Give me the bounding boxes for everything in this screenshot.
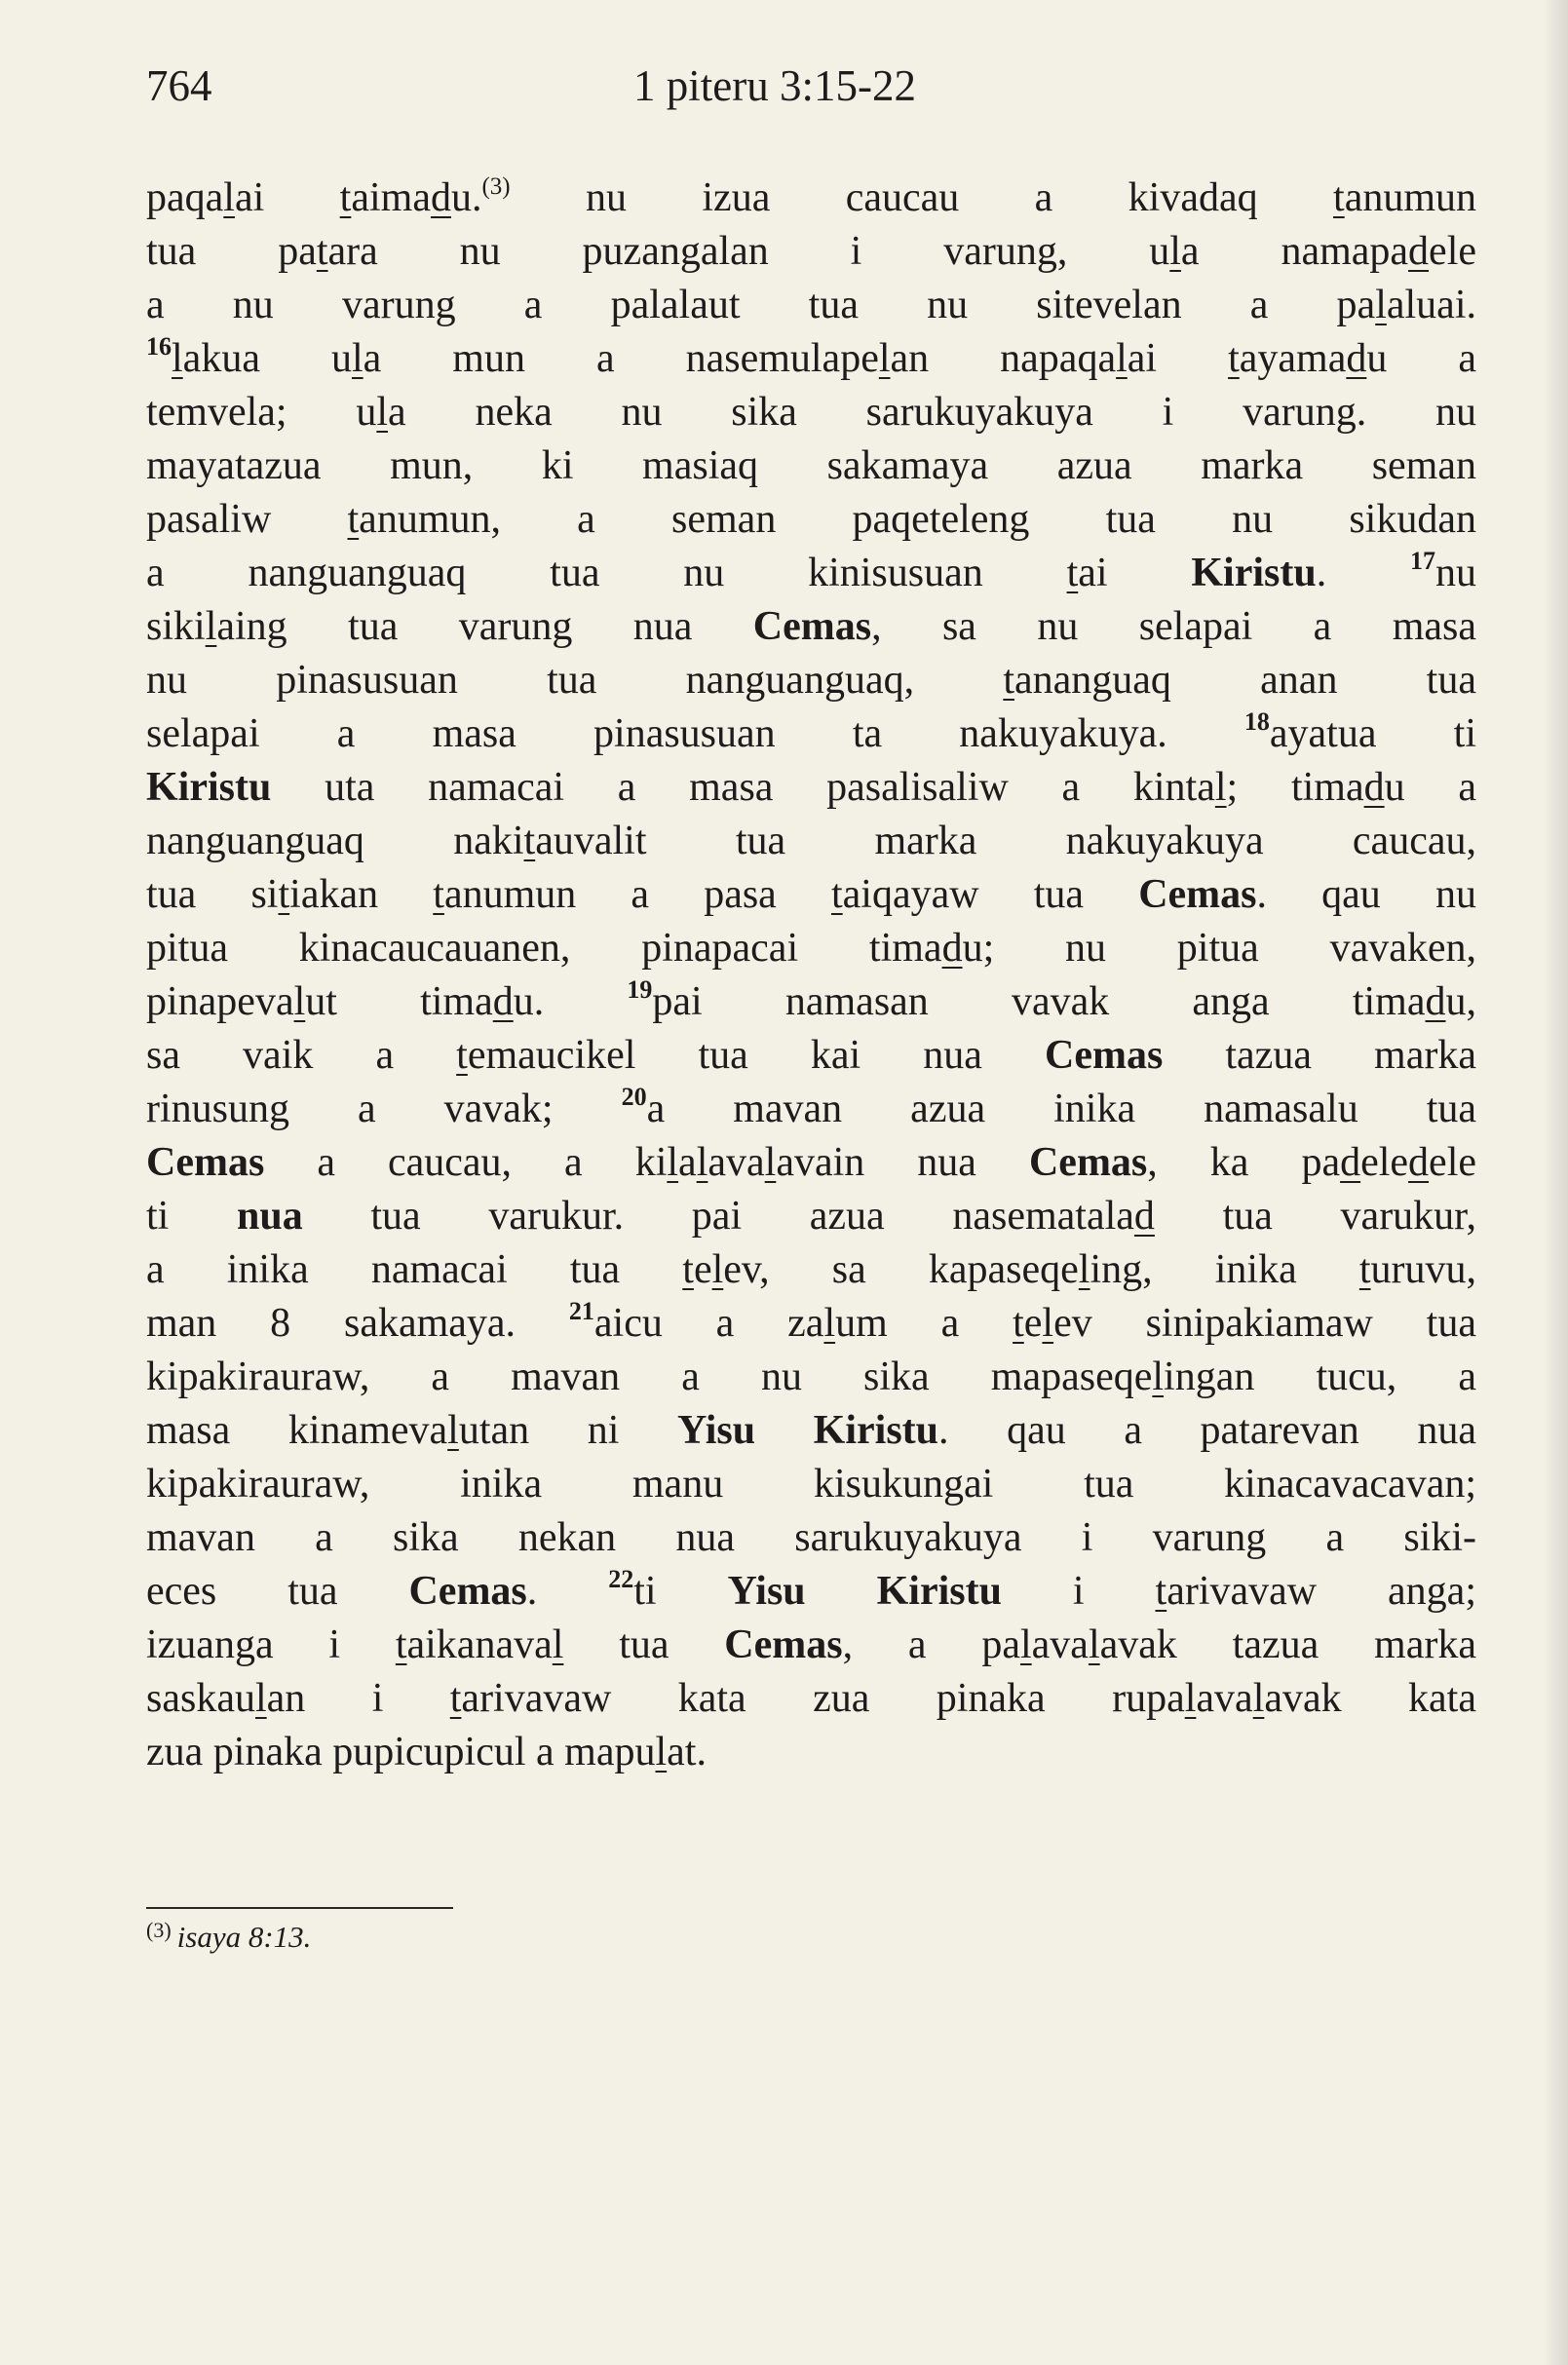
underlined-letter: l [172,336,183,381]
emphasized-name: Kiristu [146,765,272,810]
text-run: tua varukur. pai azua nasematala [302,1194,1134,1239]
underlined-letter: l [878,336,891,381]
text-run: nanguanguaq naki [146,819,524,863]
text-run: an napaqa [890,336,1117,381]
text-line [146,1243,1476,1297]
text-line [146,172,1476,225]
text-line [146,1136,1476,1190]
underlined-letter: l [1375,283,1387,327]
underlined-letter: t [395,1622,407,1667]
text-run: e [693,1247,712,1292]
footnote [146,1918,311,1955]
text-line [146,439,1476,493]
text-run: u, [1445,979,1476,1024]
underlined-letter: d [1425,979,1446,1024]
text-run: ara nu puzangalan i varung, u [327,229,1170,274]
text-run: u a [1384,765,1476,810]
text-run: an i [266,1676,450,1721]
footnote-reference-mark: (3) [481,173,511,200]
text-run: ev sinipakiamaw tua [1053,1301,1476,1346]
text-run: arivavaw anga; [1166,1569,1476,1614]
underlined-letter: d [1363,765,1385,810]
underlined-letter: t [316,229,328,274]
text-run: uruvu, [1370,1247,1476,1292]
text-run: mayatazua mun, ki masiaq sakamaya azua marka seman [146,443,1476,488]
underlined-letter: d [1346,336,1367,381]
text-run: temvela; u [146,390,377,435]
text-run: i [1001,1569,1156,1614]
underlined-letter: t [1228,336,1240,381]
verse-number: 18 [1243,707,1270,736]
text-run: kipakirauraw, inika manu kisukungai tua kinacavacavan; [146,1462,1476,1507]
underlined-letter: t [1066,551,1079,595]
text-run: a nanguanguaq tua nu kinisusuan [146,551,1067,595]
underlined-letter: l [1214,765,1227,810]
text-run: a neka nu sika sarukuyakuya i varung. nu [388,390,1476,435]
text-run: ut tima [305,979,493,1024]
emphasized-name: Kiristu [1191,551,1317,595]
text-run: ; tima [1226,765,1364,810]
underlined-letter: d [492,979,514,1024]
verse-number: 21 [568,1297,594,1325]
text-run: a mun a nasemulape [363,336,879,381]
underlined-letter: t [1333,175,1345,220]
underlined-letter: d [1408,1140,1430,1185]
text-run: tua [563,1622,725,1667]
text-run: e [1023,1301,1043,1346]
text-run: aiqayaw tua [842,872,1139,917]
scripture-text [146,172,1476,1779]
text-run: um a [835,1301,1013,1346]
text-line [146,547,1476,600]
underlined-letter: l [552,1622,564,1667]
text-run: ava [708,1140,765,1185]
text-run: selapai a masa pinasusuan ta nakuyakuya. [146,711,1244,756]
text-line [146,1297,1476,1351]
text-run: mavan a sika nekan nua sarukuyakuya i varung a siki- [146,1515,1476,1560]
text-line [146,1351,1476,1404]
underlined-letter: t [347,497,360,542]
text-run: , a pa [842,1622,1020,1667]
underlined-letter: l [764,1140,777,1185]
text-line [146,1565,1476,1619]
emphasized-name: Cemas [408,1569,527,1614]
text-line [146,1619,1476,1672]
text-run: rinusung a vavak; [146,1087,622,1131]
footnote-reference: isaya 8:13. [176,1920,312,1954]
text-run: pitua kinacaucauanen, pinapacai tima [146,926,942,971]
emphasized-name: Yisu Kiristu [727,1569,1002,1614]
emphasized-name: Cemas [1138,872,1257,917]
emphasized-name: Cemas [752,604,872,649]
text-line [146,1083,1476,1136]
emphasized-name: Cemas [724,1622,843,1667]
emphasized-name: Cemas [1044,1033,1164,1078]
underlined-letter: l [1169,229,1181,274]
text-run: aicu a za [593,1301,824,1346]
underlined-letter: l [447,1408,459,1453]
text-run: pai namasan vavak anga tima [652,979,1426,1024]
text-run: ai [234,175,340,220]
page-header [146,60,1476,119]
underlined-letter: t [830,872,843,917]
text-line [146,975,1476,1029]
text-run: ai [1127,336,1229,381]
text-run: utan ni [458,1408,677,1453]
text-run: ing, inika [1090,1247,1359,1292]
underlined-letter: t [433,872,444,917]
underlined-letter: t [339,175,352,220]
text-run: a mavan azua inika namasalu tua [646,1087,1476,1131]
text-run: ananguaq anan tua [1014,658,1476,703]
text-run: ayatua ti [1269,711,1476,756]
underlined-letter: t [278,872,290,917]
text-run: a namapa [1180,229,1409,274]
text-run: ai [1078,551,1192,595]
text-run: aima [351,175,431,220]
text-run: , ka pa [1147,1140,1341,1185]
text-run: nu izua caucau a kivadaq [510,175,1334,220]
underlined-letter: l [1042,1301,1054,1346]
underlined-letter: l [823,1301,836,1346]
text-run: ti [633,1569,728,1614]
footnote-marker: (3) [146,1918,172,1942]
text-run: ava [1031,1622,1089,1667]
text-run: u. [513,979,628,1024]
text-run: at. [667,1730,707,1774]
text-run: a [678,1140,697,1185]
emphasized-name: nua [237,1194,303,1239]
text-run: ingan tucu, a [1164,1354,1476,1399]
text-run: nu pinasusuan tua nanguanguaq, [146,658,1004,703]
text-run: avak tazua marka [1099,1622,1476,1667]
text-run: aing tua varung nua [216,604,753,649]
text-line [146,1672,1476,1726]
text-run: aluai. [1386,283,1476,327]
underlined-letter: l [351,336,363,381]
footnote-divider [146,1907,453,1909]
verse-number: 16 [146,332,172,361]
text-run: u. [450,175,482,220]
underlined-letter: t [1013,1301,1024,1346]
text-run: uta namacai a masa pasalisaliw a kinta [271,765,1215,810]
underlined-letter: l [1078,1247,1090,1292]
text-run: a caucau, a ki [264,1140,668,1185]
underlined-letter: t [523,819,536,863]
underlined-letter: d [1340,1140,1361,1185]
text-run: avain nua [776,1140,1029,1185]
text-run: ayama [1239,336,1347,381]
verse-number: 22 [608,1565,634,1593]
text-run: tua si [146,872,279,917]
text-line [146,225,1476,279]
text-run: ava [1196,1676,1253,1721]
text-line [146,922,1476,975]
text-line [146,815,1476,868]
emphasized-name: Cemas [146,1140,265,1185]
text-run: paqa [146,175,224,220]
running-head: 1 piteru 3:15-22 [633,61,916,110]
text-line [146,1726,1476,1779]
verse-number: 20 [621,1083,647,1111]
underlined-letter: l [254,1676,267,1721]
text-run: sa vaik a [146,1033,457,1078]
text-run: u a [1366,336,1476,381]
text-run: tazua marka [1163,1033,1476,1078]
text-run: , sa nu selapai a masa [871,604,1476,649]
underlined-letter: l [696,1140,708,1185]
underlined-letter: t [1358,1247,1371,1292]
text-line [146,386,1476,439]
underlined-letter: t [449,1676,462,1721]
text-run: tua varukur, [1154,1194,1476,1239]
text-run: arivavaw kata zua pinaka rupa [461,1676,1185,1721]
underlined-letter: l [667,1140,679,1185]
text-run: . [526,1569,609,1614]
text-run: ele [1360,1140,1409,1185]
text-line [146,493,1476,547]
text-run: iakan [289,872,434,917]
text-run: pinapeva [146,979,294,1024]
underlined-letter: d [1408,229,1430,274]
text-run: . [1316,551,1411,595]
text-line [146,707,1476,761]
text-run: anumun, a seman paqeteleng tua nu sikudan [359,497,1476,542]
underlined-letter: d [1133,1194,1155,1239]
underlined-letter: d [430,175,451,220]
text-run: ele [1429,1140,1476,1185]
underlined-letter: l [1184,1676,1197,1721]
text-run: zua pinaka pupicupicul a mapu [146,1730,656,1774]
text-run: saskau [146,1676,255,1721]
text-run: aikanava [406,1622,553,1667]
text-run: man 8 sakamaya. [146,1301,569,1346]
text-run: ev, sa kapaseqe [723,1247,1079,1292]
underlined-letter: l [1252,1676,1265,1721]
verse-number: 17 [1410,547,1436,575]
text-line [146,332,1476,386]
underlined-letter: l [655,1730,668,1774]
text-run: a inika namacai tua [146,1247,683,1292]
underlined-letter: l [293,979,306,1024]
text-run: eces tua [146,1569,409,1614]
underlined-letter: t [1003,658,1014,703]
underlined-letter: t [1155,1569,1167,1614]
emphasized-name: Cemas [1028,1140,1148,1185]
underlined-letter: l [223,175,235,220]
text-line [146,1458,1476,1511]
text-run: tua pa [146,229,317,274]
underlined-letter: l [1152,1354,1165,1399]
text-run: avak kata [1264,1676,1476,1721]
underlined-letter: l [205,604,217,649]
text-run: izuanga i [146,1622,396,1667]
text-run: pasaliw [146,497,348,542]
text-line [146,279,1476,332]
underlined-letter: l [1116,336,1128,381]
emphasized-name: Yisu Kiristu [676,1408,939,1453]
text-line [146,1029,1476,1083]
text-run: ele [1429,229,1476,274]
text-run: masa kinameva [146,1408,448,1453]
text-line [146,654,1476,707]
underlined-letter: l [711,1247,724,1292]
text-run: a nu varung a palalaut tua nu sitevelan a pa [146,283,1376,327]
text-run: u; nu pitua vavaken, [962,926,1476,971]
text-run: auvalit tua marka nakuyakuya caucau, [535,819,1476,863]
text-run: anumun a pasa [443,872,831,917]
text-line [146,868,1476,922]
text-run: anumun [1344,175,1476,220]
text-run: nu [1435,551,1477,595]
underlined-letter: d [941,926,963,971]
text-run: emaucikel tua kai nua [467,1033,1045,1078]
underlined-letter: l [1019,1622,1032,1667]
text-run: akua u [182,336,352,381]
page-number: 764 [146,61,212,110]
underlined-letter: t [682,1247,694,1292]
text-run: . qau a patarevan nua [938,1408,1476,1453]
verse-number: 19 [627,975,653,1004]
text-run: ti [146,1194,237,1239]
text-line [146,1190,1476,1243]
text-run: . qau nu [1256,872,1476,917]
underlined-letter: l [1088,1622,1100,1667]
text-line [146,761,1476,815]
text-line [146,600,1476,654]
text-line [146,1404,1476,1458]
underlined-letter: l [376,390,389,435]
underlined-letter: t [456,1033,468,1078]
text-line [146,1511,1476,1565]
text-run: siki [146,604,206,649]
text-run: kipakirauraw, a mavan a nu sika mapaseqe [146,1354,1153,1399]
page-edge-shadow [1543,0,1568,2365]
